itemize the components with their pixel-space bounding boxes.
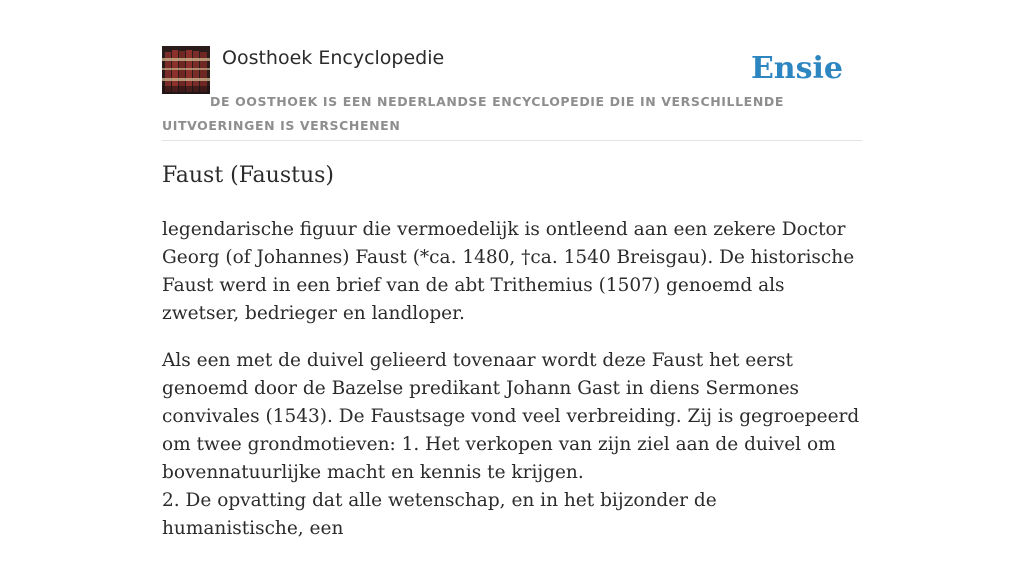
site-name-link[interactable]: Oosthoek Encyclopedie <box>222 47 445 69</box>
article-paragraph: Als een met de duivel gelieerd tovenaar wordt deze Faust het eerst genoemd door de Bazelse predikant Johann Gast in diens Sermones convivales (1543). De Faustsage vond veel verbreiding. Zij is gegroepeerd om twee grondmotieven: 1. Het verkopen van zijn ziel aan de duivel om bovennatuurlijke macht en kennis te krijgen. <box>162 350 860 483</box>
site-tagline: DE OOSTHOEK IS EEN NEDERLANDSE ENCYCLOPEDIE DIE IN VERSCHILLENDE UITVOERINGEN IS VERSCHENEN <box>162 94 784 133</box>
site-header <box>162 46 862 141</box>
article-body <box>162 216 862 562</box>
article-title: Faust (Faustus) <box>162 163 334 188</box>
article-paragraph: legendarische figuur die vermoedelijk is ontleend aan een zekere Doctor Georg (of Johannes) Faust (*ca. 1480, †ca. 1540 Breisgau). De historische Faust werd in een brief van de abt Trithemius (1507) genoemd als zwetser, bedrieger en landloper. <box>162 219 855 324</box>
encyclopedia-avatar[interactable] <box>162 46 210 94</box>
books-icon <box>162 46 210 94</box>
article-paragraph: 2. De opvatting dat alle wetenschap, en in het bijzonder de humanistische, een <box>162 490 717 539</box>
ensie-logo-link[interactable]: Ensie <box>750 51 843 86</box>
